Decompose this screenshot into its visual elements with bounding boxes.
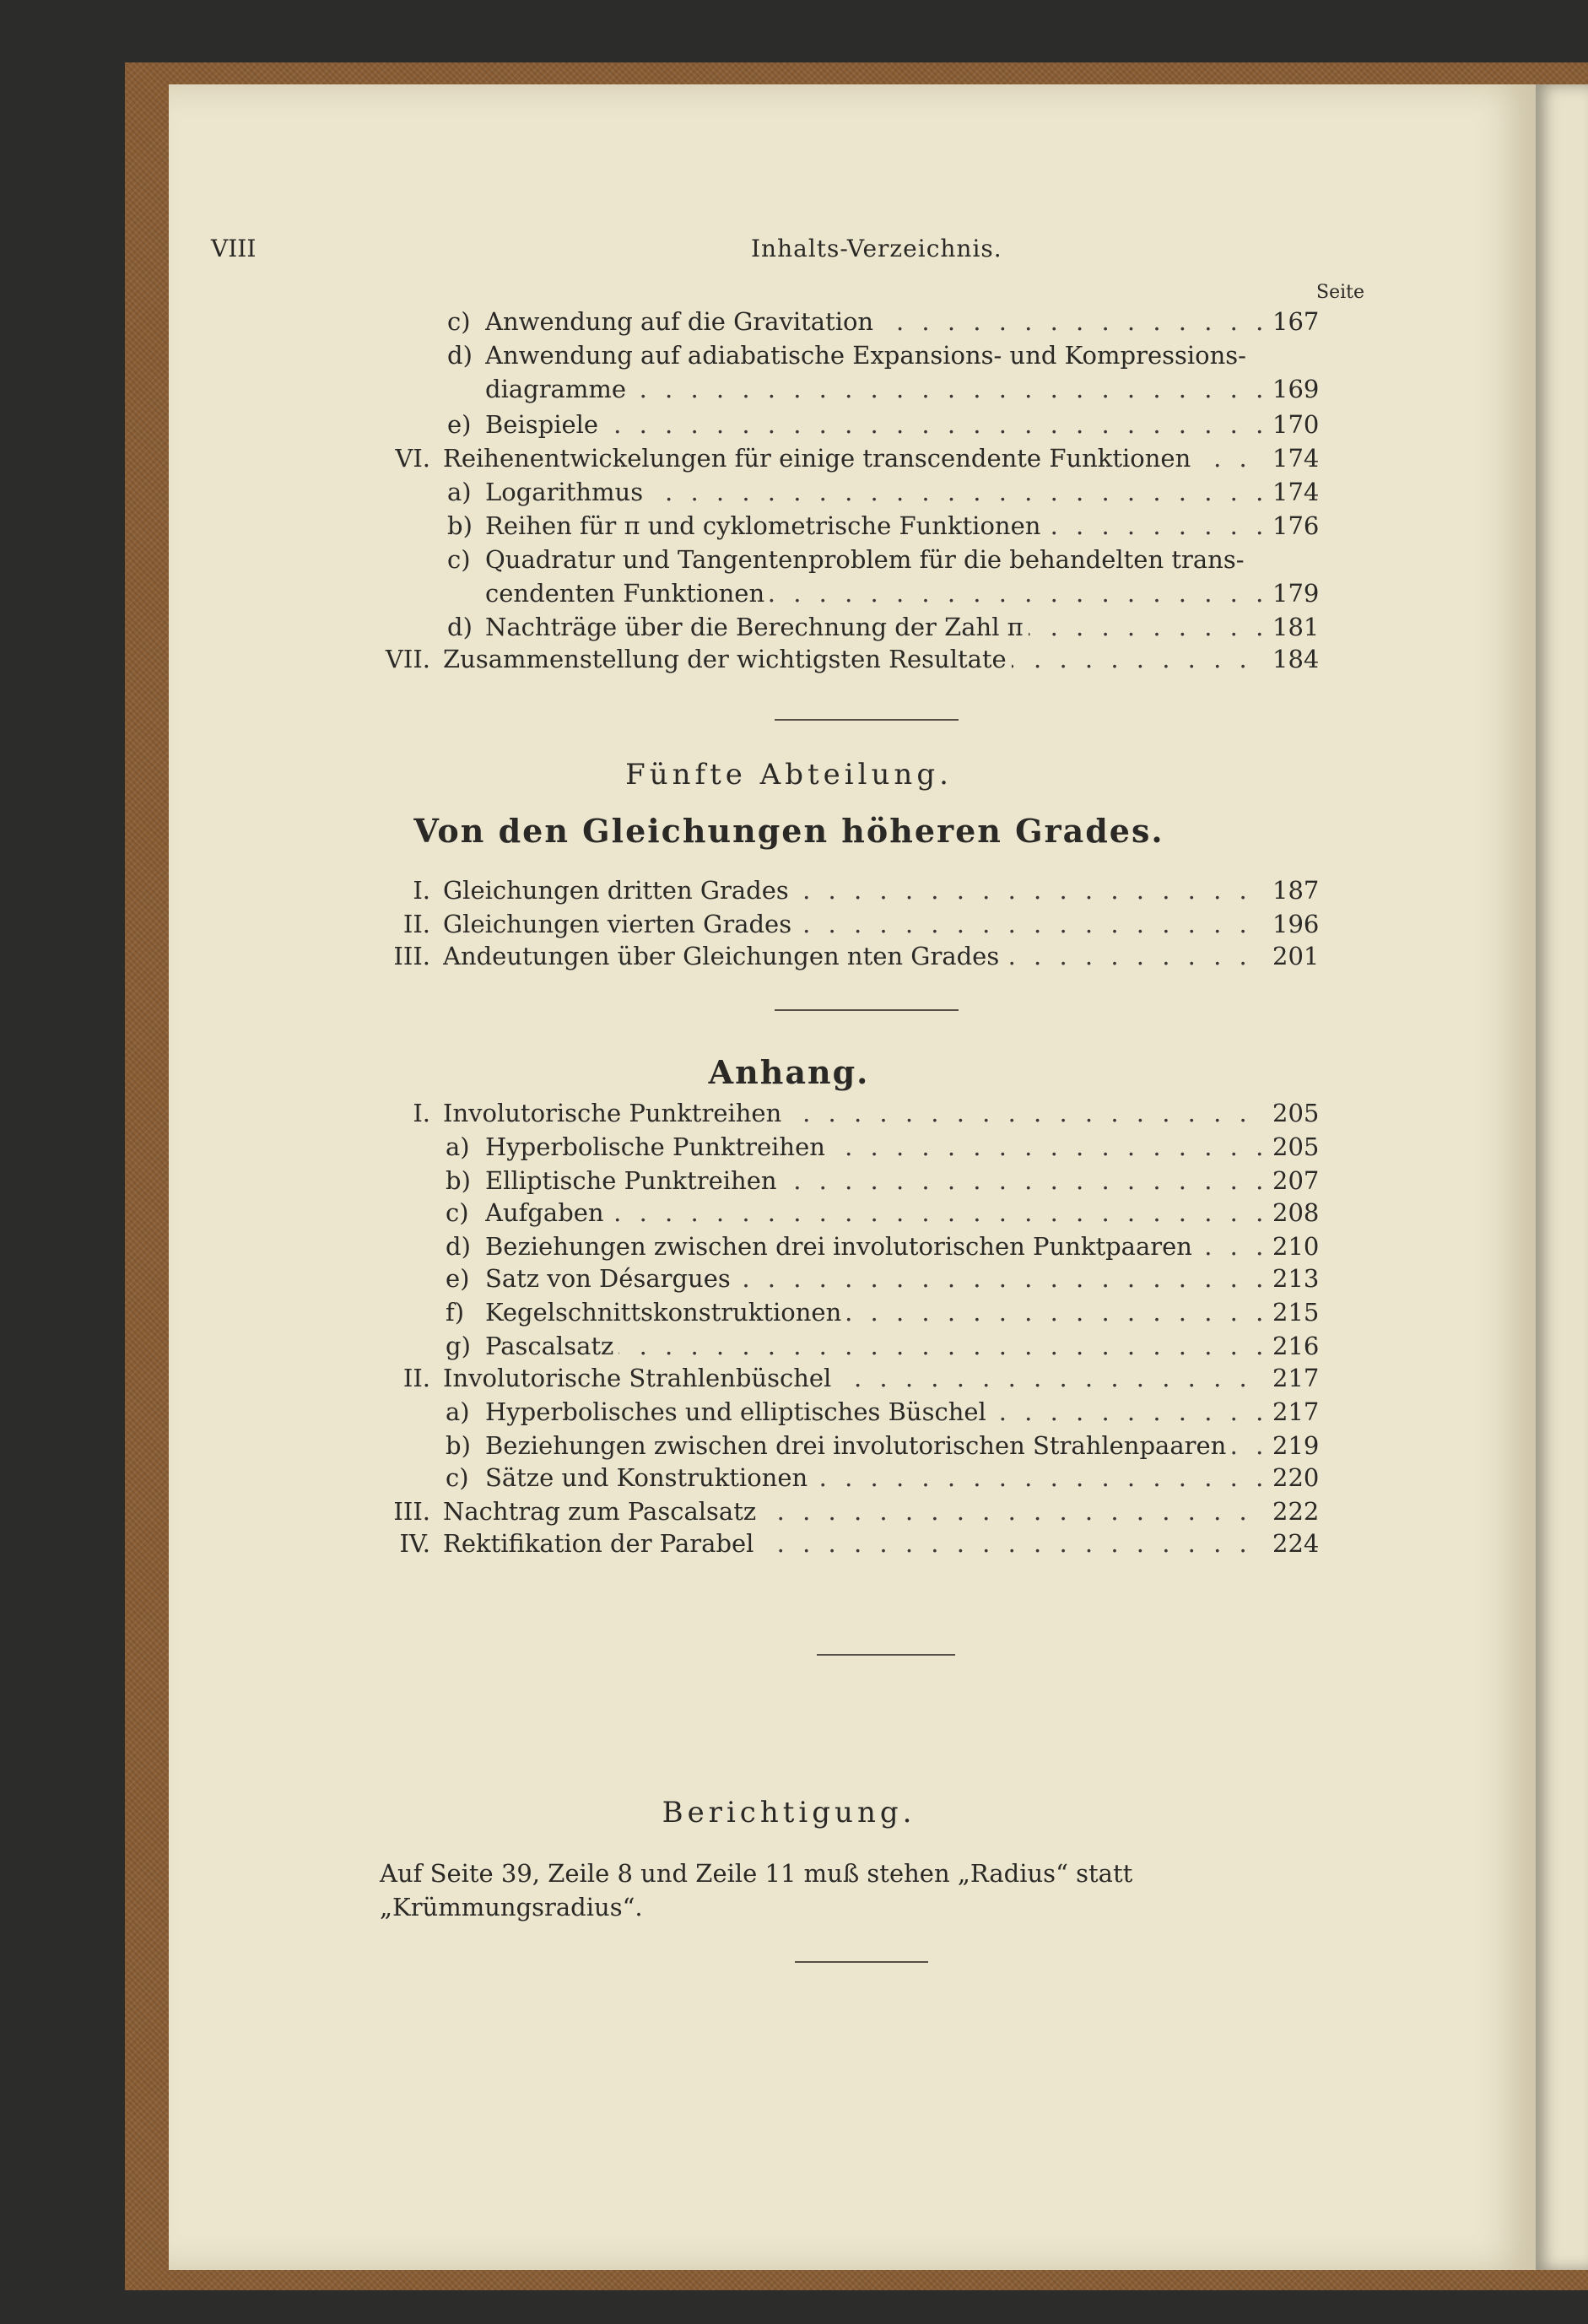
toc-entry-text: Nachtrag zum Pascalsatz xyxy=(443,1497,761,1526)
toc-entry-page: 219 xyxy=(1272,1431,1320,1460)
toc-entry-page: 181 xyxy=(1272,613,1320,641)
page-column-label: Seite xyxy=(1316,282,1364,303)
divider xyxy=(775,719,959,721)
toc-entry-page: 207 xyxy=(1272,1166,1320,1195)
toc-entry-page: 224 xyxy=(1272,1529,1320,1558)
toc-entry-page: 174 xyxy=(1272,478,1320,506)
toc-entry-text: Beziehungen zwischen drei involutorischen Punktpaaren xyxy=(485,1232,1197,1261)
toc-entry-page: 196 xyxy=(1272,910,1320,938)
toc-entry-page: 187 xyxy=(1272,876,1320,905)
divider xyxy=(817,1654,955,1656)
toc-entry-text: Gleichungen vierten Grades xyxy=(443,910,797,938)
toc-entry-text: Elliptische Punktreihen xyxy=(485,1166,782,1195)
toc-entry-text: Involutorische Strahlenbüschel xyxy=(443,1364,836,1392)
toc-entry-text: Satz von Désargues xyxy=(485,1264,736,1293)
toc-entry-page: 170 xyxy=(1272,410,1320,439)
toc-entry-text: Logarithmus xyxy=(485,478,648,506)
toc-entry-page: 174 xyxy=(1272,444,1320,473)
toc-entry-page: 167 xyxy=(1272,307,1320,336)
errata-line-2: „Krümmungsradius“. xyxy=(380,1893,643,1921)
toc-entry-page: 184 xyxy=(1272,645,1320,673)
toc-entry-text: Gleichungen dritten Grades xyxy=(443,876,794,905)
toc-entry-page: 213 xyxy=(1272,1264,1320,1293)
toc-entry-text: cendenten Funktionen xyxy=(485,579,770,608)
toc-entry-text: Reihenentwickelungen für einige transcendente Funktionen xyxy=(443,444,1196,473)
toc-entry-text: Aufgaben xyxy=(485,1198,609,1227)
appendix-title: Anhang. xyxy=(708,1053,870,1091)
toc-entry-text: Hyperbolisches und elliptisches Büschel xyxy=(485,1397,991,1426)
toc-entry-page: 205 xyxy=(1272,1099,1320,1127)
toc-entry-text: Reihen für π und cyklometrische Funktionen xyxy=(485,511,1045,540)
toc-entry-page: 220 xyxy=(1272,1463,1320,1492)
toc-entry-text: Kegelschnittskonstruktionen xyxy=(485,1298,846,1327)
toc-entry-text: Involutorische Punktreihen xyxy=(443,1099,786,1127)
toc-entry-text: Hyperbolische Punktreihen xyxy=(485,1132,830,1161)
toc-entry-page: 205 xyxy=(1272,1132,1320,1161)
toc-entry-page: 217 xyxy=(1272,1397,1320,1426)
facing-page-edge xyxy=(1534,84,1588,2270)
toc-entry-page: 217 xyxy=(1272,1364,1320,1392)
toc-entry-page: 215 xyxy=(1272,1298,1320,1327)
toc-entry-page: 176 xyxy=(1272,511,1320,540)
toc-entry-text: Sätze und Konstruktionen xyxy=(485,1463,813,1492)
toc-entry-page: 201 xyxy=(1272,942,1320,970)
part-heading: Fünfte Abteilung. xyxy=(625,758,953,792)
toc-entry-text: Nachträge über die Berechnung der Zahl π xyxy=(485,613,1029,641)
running-title: Inhalts-Verzeichnis. xyxy=(751,235,1002,262)
toc-entry-text: Quadratur und Tangentenproblem für die behandelten trans- xyxy=(485,545,1250,574)
toc-entry-text: Anwendung auf adiabatische Expansions- und Kompressions- xyxy=(485,341,1251,370)
toc-entry-text: Rektifikation der Parabel xyxy=(443,1529,759,1558)
toc-entry-text: Anwendung auf die Gravitation xyxy=(485,307,878,336)
toc-entry-page: 208 xyxy=(1272,1198,1320,1227)
errata-heading: Berichtigung. xyxy=(662,1796,916,1829)
toc-entry-page: 210 xyxy=(1272,1232,1320,1261)
toc-entry-page: 179 xyxy=(1272,579,1320,608)
divider xyxy=(775,1009,959,1011)
toc-entry-text: Pascalsatz xyxy=(485,1332,618,1360)
toc-entry-text: diagramme xyxy=(485,375,631,403)
errata-line-1: Auf Seite 39, Zeile 8 und Zeile 11 muß stehen „Radius“ statt xyxy=(380,1859,1133,1888)
toc-entry-page: 216 xyxy=(1272,1332,1320,1360)
page-header xyxy=(211,235,1367,268)
divider xyxy=(795,1961,928,1963)
part-title: Von den Gleichungen höheren Grades. xyxy=(413,812,1164,850)
toc-entry-text: Andeutungen über Gleichungen nten Grades xyxy=(443,942,1004,970)
toc-entry-text: Beispiele xyxy=(485,410,603,439)
page-folio: VIII xyxy=(211,235,257,262)
toc-entry-text: Zusammenstellung der wichtigsten Resultate xyxy=(443,645,1012,673)
toc-entry-page: 169 xyxy=(1272,375,1320,403)
toc-entry-page: 222 xyxy=(1272,1497,1320,1526)
toc-entry-text: Beziehungen zwischen drei involutorischen Strahlenpaaren xyxy=(485,1431,1231,1460)
